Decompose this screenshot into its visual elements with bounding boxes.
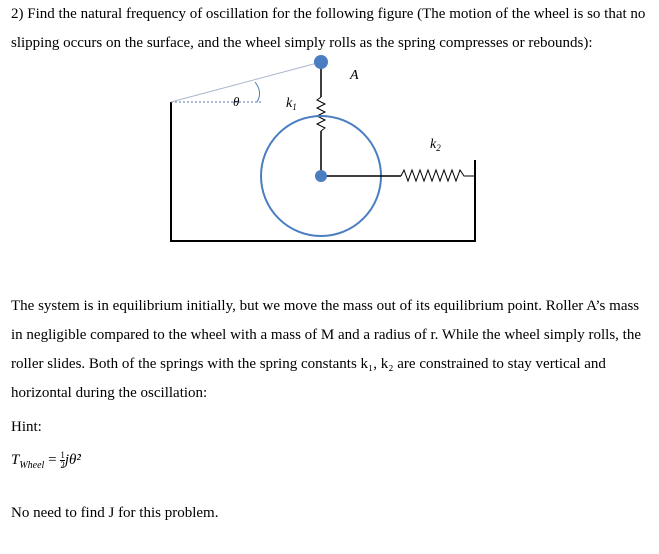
formula-equals: = <box>44 451 61 468</box>
incline-line <box>171 62 321 102</box>
hint-label: Hint: <box>11 419 42 435</box>
wheel-center <box>315 170 327 182</box>
roller-a <box>314 55 328 69</box>
angle-arc <box>255 82 260 102</box>
roller-label-a: A <box>350 68 359 83</box>
footer-note: No need to find J for this problem. <box>11 505 219 521</box>
k1-spring <box>317 97 325 131</box>
formula-rest: jθ̇² <box>64 451 81 468</box>
problem-statement: 2) Find the natural frequency of oscillation for the following figure (The motion of the wheel is so that no slipping occurs on the surface, and the wheel simply rolls as the spring compresses or rebounds): <box>11 6 646 51</box>
kinetic-energy-formula <box>11 451 81 470</box>
formula-t: T <box>11 451 20 468</box>
theta-label: θ <box>233 94 240 109</box>
k2-spring <box>401 170 475 181</box>
system-description: The system is in equilibrium initially, but we move the mass out of its equilibrium point. Roller A’s mass in negligible compared to the wheel with a mass of M and a radius of r. While the wheel simply rolls, the roller slides. Both of the springs with the spring constants k₁, k₂ are constrained to stay vertical and horizontal during the oscillation: <box>11 298 641 401</box>
k2-label: $k_2$ <box>430 137 441 153</box>
k1-label: $k_1$ <box>286 96 297 112</box>
formula-fraction: $\frac{1}{2}$ <box>60 450 65 470</box>
formula-subscript: Wheel <box>19 459 45 471</box>
